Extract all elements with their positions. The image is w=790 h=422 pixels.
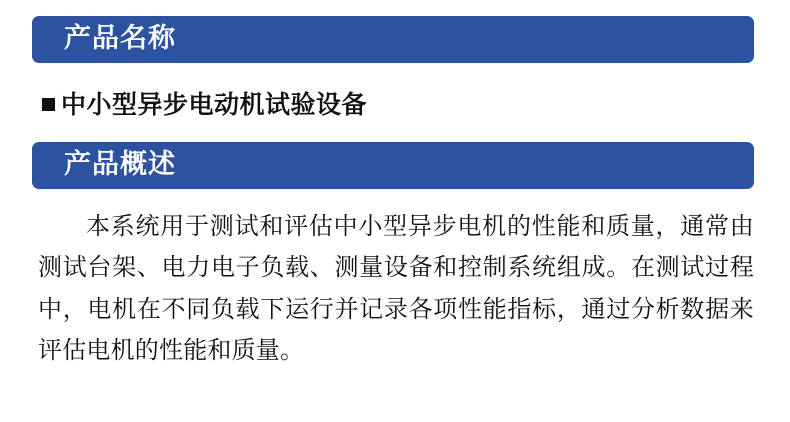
document-page bbox=[0, 16, 790, 422]
page-title: 中小型异步电动机试验设备 bbox=[61, 91, 368, 119]
product-title-row bbox=[32, 85, 758, 121]
section-banner-product-overview: 产品概述 bbox=[32, 142, 754, 189]
section-banner-product-name: 产品名称 bbox=[32, 16, 754, 63]
product-overview-paragraph: 本系统用于测试和评估中小型异步电机的性能和质量，通常由测试台架、电力电子负载、测量设备和控制系统组成。在测试过程中，电机在不同负载下运行并记录各项性能指标，通过分析数据来评估电机的性能和质量。 bbox=[38, 213, 754, 364]
square-bullet-icon bbox=[42, 98, 55, 111]
